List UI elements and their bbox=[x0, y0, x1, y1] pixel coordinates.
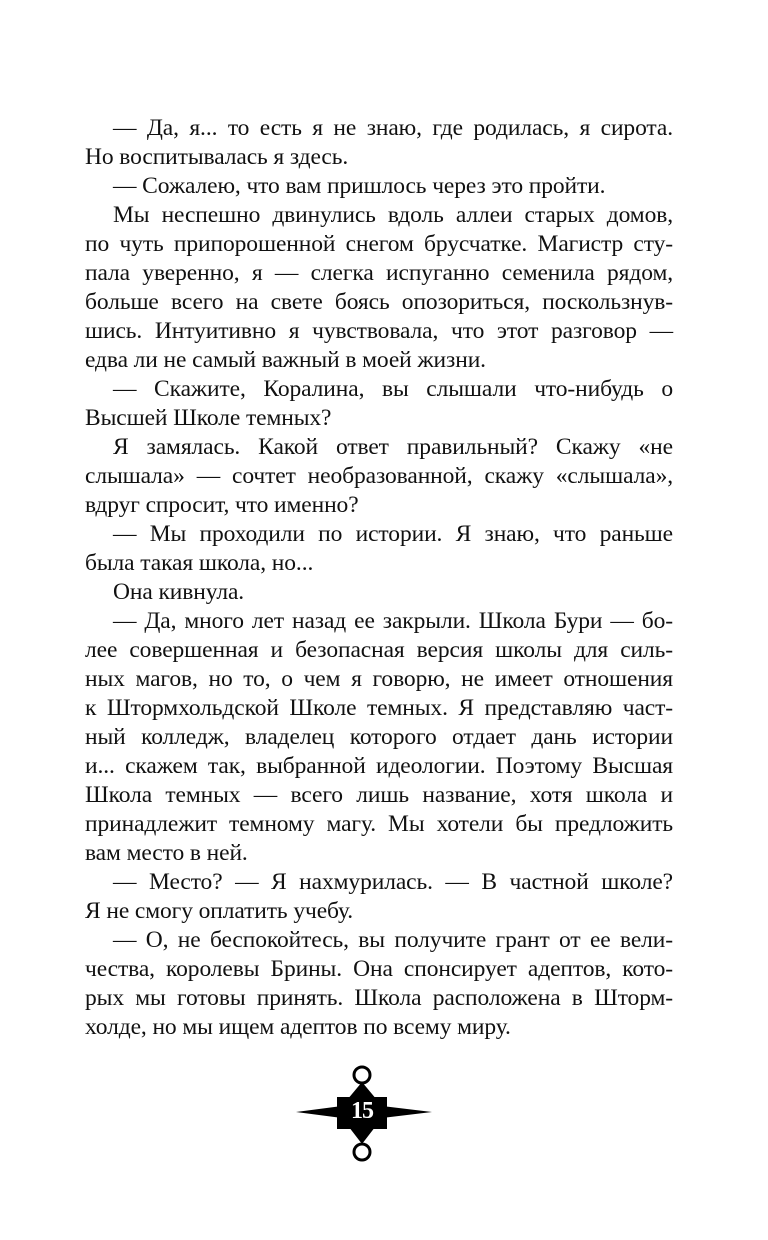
text-line: лее совершенная и безопасная версия школы для силь- bbox=[85, 637, 673, 663]
paragraph bbox=[85, 172, 673, 201]
paragraph bbox=[85, 114, 673, 172]
text-line: шись. Интуитивно я чувствовала, что этот разговор — bbox=[85, 318, 673, 344]
text-line: — Мы проходили по истории. Я знаю, что раньше bbox=[113, 521, 673, 547]
text-line: — Сожалею, что вам пришлось через это пройти. bbox=[113, 173, 606, 199]
text-line: Мы неспешно двинулись вдоль аллеи старых домов, bbox=[113, 202, 673, 228]
text-line: — Да, я... то есть я не знаю, где родилась, я сирота. bbox=[113, 115, 673, 141]
paragraph bbox=[85, 607, 673, 868]
text-line: холде, но мы ищем адептов по всему миру. bbox=[85, 1014, 511, 1040]
text-line: вдруг спросит, что именно? bbox=[85, 492, 359, 518]
text-line: была такая школа, но... bbox=[85, 550, 314, 576]
text-line: Школа темных — всего лишь название, хотя школа и bbox=[85, 782, 673, 808]
text-line: — Скажите, Коралина, вы слышали что-нибудь о bbox=[113, 376, 673, 402]
text-line: и... скажем так, выбранной идеологии. Поэтому Высшая bbox=[85, 753, 673, 779]
text-line: Она кивнула. bbox=[113, 579, 245, 605]
text-line: Но воспитывалась я здесь. bbox=[85, 144, 349, 170]
paragraph bbox=[85, 868, 673, 926]
paragraph bbox=[85, 433, 673, 520]
paragraph bbox=[85, 375, 673, 433]
page-number: 15 bbox=[351, 1098, 373, 1124]
text-line: едва ли не самый важный в моей жизни. bbox=[85, 347, 486, 373]
text-line: пала уверенно, я — слегка испуганно семенила рядом, bbox=[85, 260, 673, 286]
paragraph bbox=[85, 201, 673, 375]
text-line: больше всего на свете боясь опозориться, поскользнув- bbox=[85, 289, 673, 315]
ring-icon bbox=[354, 1067, 370, 1083]
text-line: рых мы готовы принять. Школа расположена в Шторм- bbox=[85, 985, 673, 1011]
text-line: ных магов, но то, о чем я говорю, не имеет отношения bbox=[85, 666, 673, 692]
text-line: Я замялась. Какой ответ правильный? Скажу «не bbox=[113, 434, 673, 460]
text-line: чества, королевы Брины. Она спонсирует адептов, кото- bbox=[85, 956, 673, 982]
text-line: вам место в ней. bbox=[85, 840, 248, 866]
text-line: Я не смогу оплатить учебу. bbox=[85, 898, 354, 924]
text-line: Высшей Школе темных? bbox=[85, 405, 332, 431]
text-line: слышала» — сочтет необразованной, скажу «слышала», bbox=[85, 463, 673, 489]
text-line: ный колледж, владелец которого отдает дань истории bbox=[85, 724, 673, 750]
text-line: по чуть припорошенной снегом брусчатке. Магистр сту- bbox=[85, 231, 673, 257]
paragraph bbox=[85, 578, 673, 607]
text-line: — Место? — Я нахмурилась. — В частной школе? bbox=[113, 869, 673, 895]
book-page-text bbox=[85, 114, 673, 1042]
ring-icon bbox=[354, 1144, 370, 1160]
text-line: — О, не беспокойтесь, вы получите грант от ее вели- bbox=[113, 927, 673, 953]
paragraph bbox=[85, 520, 673, 578]
text-line: — Да, много лет назад ее закрыли. Школа Бури — бо- bbox=[113, 608, 673, 634]
text-line: к Штормхольдской Школе темных. Я представляю част- bbox=[85, 695, 673, 721]
paragraph bbox=[85, 926, 673, 1042]
text-line: принадлежит темному магу. Мы хотели бы предложить bbox=[85, 811, 673, 837]
